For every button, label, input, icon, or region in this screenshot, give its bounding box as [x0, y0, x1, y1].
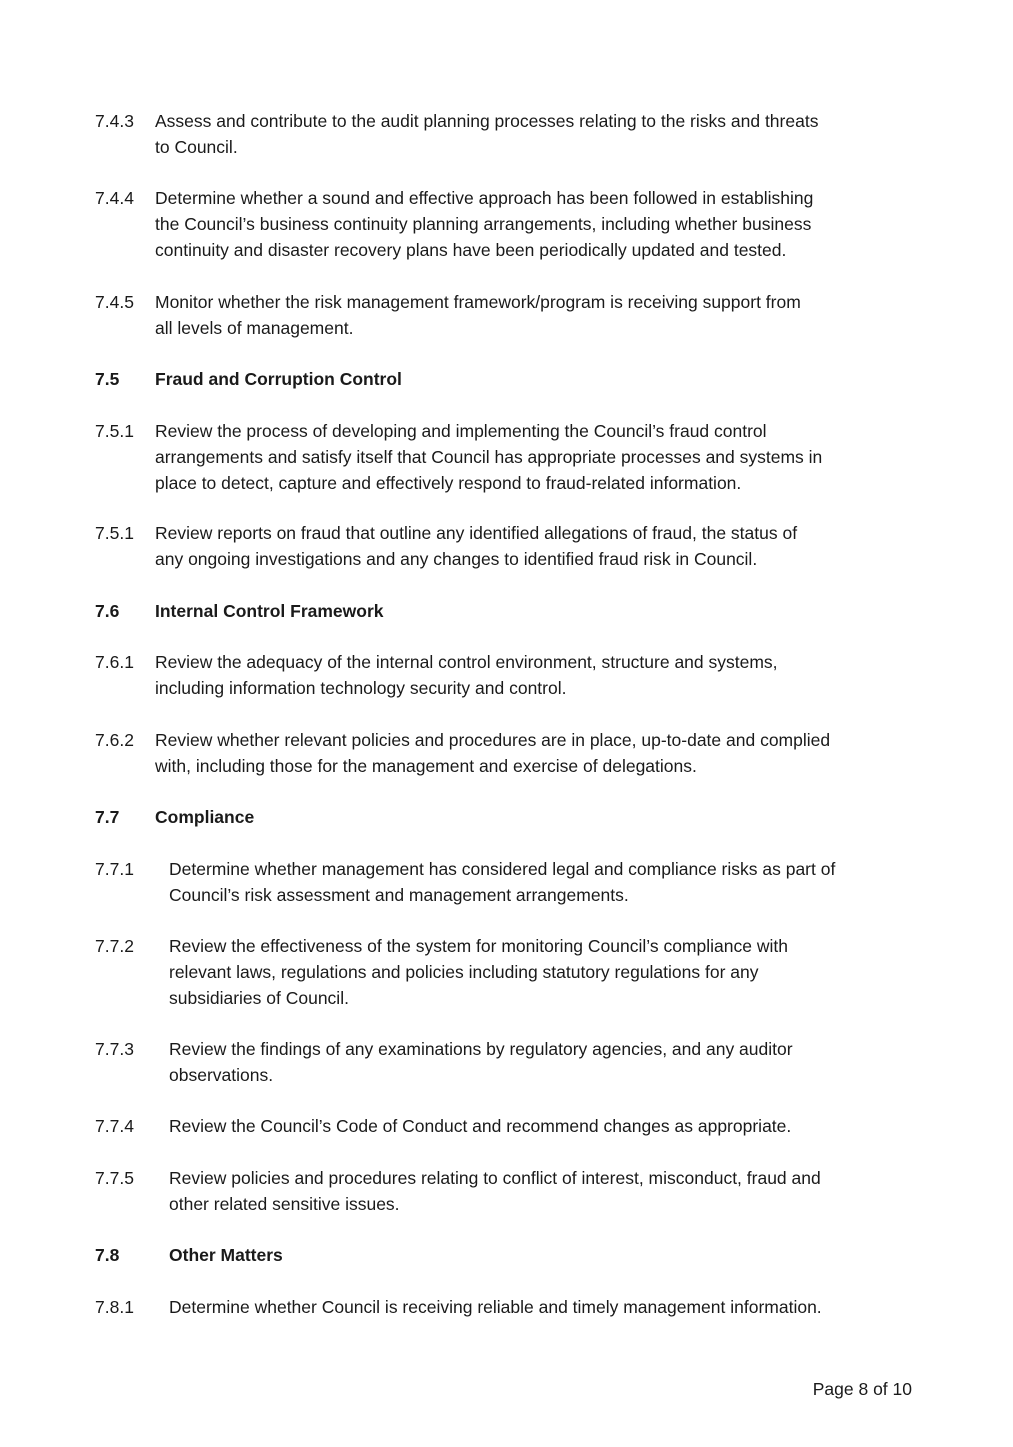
clause-number: 7.7.4: [95, 1116, 134, 1136]
clause-number: 7.4.5: [95, 292, 134, 312]
clause-line: Review the adequacy of the internal control environment, structure and systems,: [155, 652, 778, 672]
clause-line: Review the Council’s Code of Conduct and recommend changes as appropriate.: [169, 1116, 792, 1136]
section-number: 7.7: [95, 807, 120, 827]
clause-number: 7.6.2: [95, 730, 134, 750]
clause-number: 7.7.2: [95, 936, 134, 956]
clause-line: observations.: [169, 1065, 274, 1085]
section-number: 7.5: [95, 369, 120, 389]
clause-number: 7.6.1: [95, 652, 134, 672]
clause-line: Review the effectiveness of the system for monitoring Council’s compliance with: [169, 936, 788, 956]
section-title: Compliance: [155, 807, 255, 827]
clause-line: Monitor whether the risk management framework/program is receiving support from: [155, 292, 801, 312]
section-title: Fraud and Corruption Control: [155, 369, 402, 389]
clause-line: Review reports on fraud that outline any identified allegations of fraud, the status of: [155, 523, 798, 543]
clause-text: [169, 1165, 915, 1217]
clause-number: 7.8.1: [95, 1297, 134, 1317]
section-title: Internal Control Framework: [155, 601, 384, 621]
clause-line: Review policies and procedures relating to conflict of interest, misconduct, fraud and: [169, 1168, 821, 1188]
clause-line: Review the findings of any examinations by regulatory agencies, and any auditor: [169, 1039, 793, 1059]
clause-line: all levels of management.: [155, 318, 354, 338]
clause-number: 7.4.3: [95, 111, 134, 131]
section-title: Other Matters: [169, 1245, 283, 1265]
section-number: 7.8: [95, 1245, 120, 1265]
clause-line: the Council’s business continuity planning arrangements, including whether business: [155, 214, 812, 234]
clause-line: Review whether relevant policies and procedures are in place, up-to-date and complied: [155, 730, 831, 750]
clause-text: [169, 1036, 915, 1088]
clause-number: 7.7.3: [95, 1039, 134, 1059]
clause-text: [155, 649, 915, 701]
clause-line: arrangements and satisfy itself that Council has appropriate processes and systems in: [155, 447, 823, 467]
clause-number: 7.5.1: [95, 421, 134, 441]
clause-line: to Council.: [155, 137, 238, 157]
clause-line: any ongoing investigations and any changes to identified fraud risk in Council.: [155, 549, 758, 569]
clause-text: [155, 727, 915, 779]
clause-number: 7.5.1: [95, 523, 134, 543]
clause-line: other related sensitive issues.: [169, 1194, 400, 1214]
clause-number: 7.4.4: [95, 188, 134, 208]
section-number: 7.6: [95, 601, 120, 621]
clause-number: 7.7.1: [95, 859, 134, 879]
clause-text: [155, 520, 915, 572]
clause-line: Assess and contribute to the audit planning processes relating to the risks and threats: [155, 111, 819, 131]
clause-text: [155, 289, 915, 341]
clause-text: [169, 1294, 915, 1320]
clause-text: [169, 856, 915, 908]
clause-line: relevant laws, regulations and policies including statutory regulations for any: [169, 962, 759, 982]
clause-line: subsidiaries of Council.: [169, 988, 349, 1008]
clause-text: [169, 1113, 915, 1139]
clause-number: 7.7.5: [95, 1168, 134, 1188]
clause-line: Determine whether a sound and effective approach has been followed in establishing: [155, 188, 814, 208]
clause-text: [155, 418, 915, 496]
page-number: Page 8 of 10: [812, 1379, 912, 1399]
clause-text: [155, 185, 915, 263]
clause-text: [155, 108, 915, 160]
clause-line: Determine whether Council is receiving reliable and timely management information.: [169, 1297, 822, 1317]
clause-line: Determine whether management has considered legal and compliance risks as part of: [169, 859, 836, 879]
clause-line: place to detect, capture and effectively respond to fraud-related information.: [155, 473, 742, 493]
clause-line: including information technology security and control.: [155, 678, 567, 698]
clause-line: Review the process of developing and implementing the Council’s fraud control: [155, 421, 767, 441]
clause-line: with, including those for the management and exercise of delegations.: [155, 756, 697, 776]
clause-line: Council’s risk assessment and management arrangements.: [169, 885, 629, 905]
clause-line: continuity and disaster recovery plans have been periodically updated and tested.: [155, 240, 787, 260]
clause-text: [169, 933, 915, 1011]
